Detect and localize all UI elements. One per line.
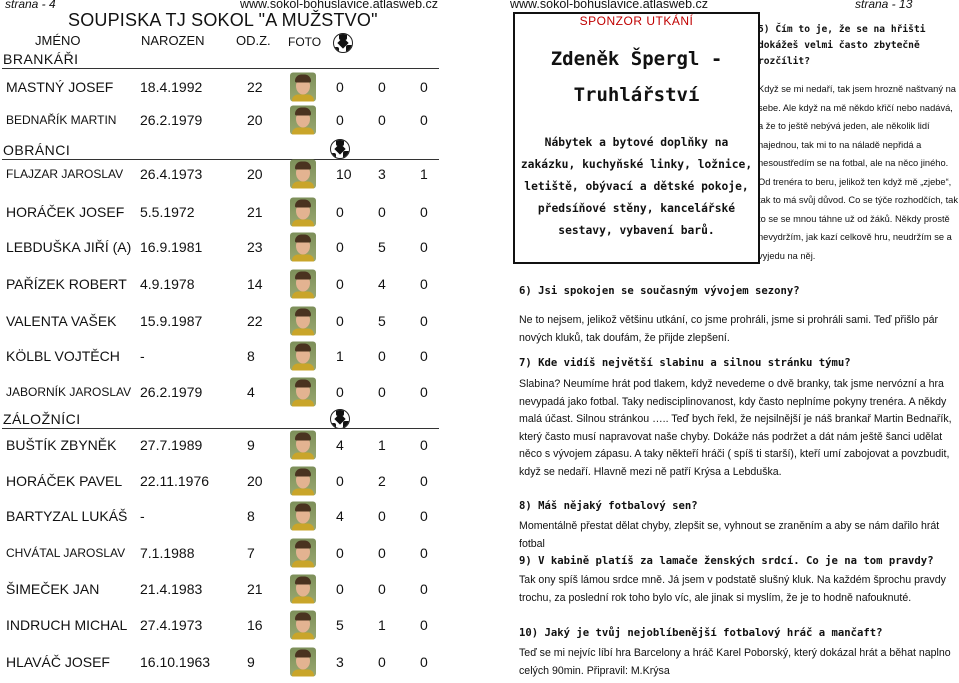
question-5: 5) Čím to je, že se na hřišti dokážeš velmi často zbytečně rozčílit? [758,24,926,67]
sponsor-desc-line: Nábytek a bytové doplňky na [544,136,729,149]
player-photo [290,378,316,407]
answer-5: Když se mi nedaří, tak jsem hrozně naštvaný na sebe. Ale když na mě někdo křičí nebo nadává, a že to ještě nebývá jeden, ale několik lidí najednou, tak mi to na náladě nepřidá a nesoustředím se na fotbal, ale na něco jiného. Od trenéra to beru, jelikož ten když mě „zjebe“, tak to má svůj důvod. Co se týče rozhodčích, tak to se se mnou táhne už od žáků. Někdy prostě nevydržím, jak kazí celkově hru, neudržím se a vyjedu na něj. [758,84,958,261]
player-stat-1: 0 [336,313,344,329]
player-stat-2: 0 [378,348,386,364]
table-row [0,464,443,498]
player-photo [290,431,316,460]
player-stat-2: 1 [378,437,386,453]
question-9: 9) V kabině platíš za lamače ženských srdcí. Co je na tom pravdy? [519,555,934,567]
player-stat-3: 0 [420,239,428,255]
player-stat-1: 0 [336,239,344,255]
football-icon [333,33,353,53]
player-stat-1: 0 [336,473,344,489]
player-since: 8 [247,348,255,364]
player-photo [290,342,316,371]
player-stat-2: 0 [378,581,386,597]
player-since: 22 [247,79,263,95]
answer-8: Momentálně přestat dělat chyby, zlepšit se, vyhnout se zraněním a aby se nám dařilo hrát fotbal [519,520,940,550]
player-stat-1: 0 [336,545,344,561]
player-photo [290,106,316,135]
player-stat-3: 0 [420,581,428,597]
player-stat-1: 0 [336,384,344,400]
table-row [0,572,443,606]
player-stat-1: 4 [336,437,344,453]
player-stat-2: 1 [378,617,386,633]
player-stat-1: 0 [336,79,344,95]
right-site-url[interactable]: www.sokol-bohuslavice.atlasweb.cz [510,0,709,11]
table-row [0,645,443,679]
col-since-header: OD.Z. [236,33,271,48]
question-7: 7) Kde vidíš největší slabinu a silnou stránku týmu? [519,357,851,369]
player-stat-3: 1 [420,166,428,182]
answer-7: Slabina? Neumíme hrát pod tlakem, když nevedeme o dvě branky, tak jsme nervózní a hra nevypadá jako fotbal. Taky nedisciplinovanost, kdy často neplníme pokyny trenéra. A někdy malá účast. Silnou stránkou ….. Teď bych řekl, že nejsilnější je náš brankař Martin Bednařík, který často musí napravovat naše chyby. Dokáže nás podržet a dát nám ještě šanci udělat něco s vývojem zápasu. A taky někteří hráči ( spíš ti starší), kteří umí zabojovat a povzbudit, když se nedaří. Hlavně mezi ně patří Krýsa a Lebduška. [519,378,952,478]
player-photo [290,270,316,299]
football-icon [330,409,350,429]
player-name: ŠIMEČEK JAN [6,581,100,597]
player-birthdate: 18.4.1992 [140,79,203,95]
player-stat-2: 4 [378,276,386,292]
table-row [0,536,443,570]
player-since: 9 [247,654,255,670]
table-row [0,339,443,373]
player-stat-1: 0 [336,204,344,220]
player-name: KÖLBL VOJTĚCH [6,348,120,364]
sponsor-description [515,132,758,242]
player-stat-1: 5 [336,617,344,633]
player-photo [290,611,316,640]
player-birthdate: 15.9.1987 [140,313,203,329]
player-stat-3: 0 [420,384,428,400]
player-stat-2: 0 [378,204,386,220]
player-stat-2: 0 [378,79,386,95]
player-photo [290,539,316,568]
player-since: 14 [247,276,263,292]
player-since: 20 [247,112,263,128]
table-row [0,70,443,104]
player-photo [290,73,316,102]
player-name: LEBDUŠKA JIŘÍ (A) [6,239,132,255]
player-birthdate: 22.11.1976 [140,473,210,489]
player-birthdate: 16.10.1963 [140,654,211,670]
player-stat-3: 0 [420,508,428,524]
player-stat-3: 0 [420,437,428,453]
football-icon [330,139,350,159]
player-stat-3: 0 [420,617,428,633]
player-since: 9 [247,437,255,453]
player-since: 20 [247,166,263,182]
table-row [0,230,443,264]
player-stat-3: 0 [420,204,428,220]
sponsor-name-line: Truhlářství [573,84,700,106]
player-birthdate: 27.4.1973 [140,617,203,633]
player-name: CHVÁTAL JAROSLAV [6,546,126,560]
player-birthdate: 26.2.1979 [140,112,203,128]
sponsor-box [513,12,760,264]
table-row [0,304,443,338]
player-since: 4 [247,384,255,400]
player-birthdate: 4.9.1978 [140,276,195,292]
player-stat-1: 10 [336,166,352,182]
player-since: 22 [247,313,263,329]
table-row [0,267,443,301]
player-birthdate: 5.5.1972 [140,204,195,220]
col-name-header: JMÉNO [35,33,81,48]
player-stat-2: 0 [378,545,386,561]
player-stat-1: 1 [336,348,344,364]
player-stat-3: 0 [420,112,428,128]
table-row [0,195,443,229]
player-name: HORÁČEK JOSEF [6,204,125,220]
player-stat-2: 2 [378,473,386,489]
player-name: BEDNAŘÍK MARTIN [6,113,117,127]
section-defenders: OBRÁNCI [3,142,71,158]
question-6: 6) Jsi spokojen se současným vývojem sezony? [519,285,800,297]
table-row [0,103,443,137]
player-stat-3: 0 [420,313,428,329]
roster-title: SOUPISKA TJ SOKOL "A MUŽSTVO" [68,10,378,30]
player-stat-1: 3 [336,654,344,670]
player-name: FLAJZAR JAROSLAV [6,167,124,181]
left-page [0,0,443,683]
player-name: BARTYZAL LUKÁŠ [6,508,128,524]
left-site-url[interactable]: www.sokol-bohuslavice.atlasweb.cz [240,0,439,11]
right-page-number: strana - 13 [855,0,913,11]
player-stat-1: 0 [336,581,344,597]
player-photo [290,233,316,262]
player-name: MASTNÝ JOSEF [6,79,114,95]
player-stat-3: 0 [420,473,428,489]
player-stat-3: 0 [420,348,428,364]
player-photo [290,160,316,189]
player-name: JABORNÍK JAROSLAV [6,385,132,399]
sponsor-name-line: Zdeněk Špergl - [550,48,723,70]
player-name: HORÁČEK PAVEL [6,473,123,489]
answer-10: Teď se mi nejvíc líbí hra Barcelony a hráč Karel Poborský, který dokázal hrát a běhat naplno celých 90min. Připravil: M.Krýsa [519,647,951,677]
player-stat-2: 5 [378,313,386,329]
sponsor-desc-line: letiště, obývací a dětské pokoje, [524,180,749,193]
col-photo-header: FOTO [288,35,322,49]
question-8: 8) Máš nějaký fotbalový sen? [519,500,698,512]
player-name: PAŘÍZEK ROBERT [6,276,127,292]
section-divider [2,68,439,69]
player-since: 23 [247,239,263,255]
player-name: BUŠTÍK ZBYNĚK [6,437,117,453]
player-photo [290,575,316,604]
section-midfielders: ZÁLOŽNÍCI [3,411,81,427]
player-photo [290,502,316,531]
player-photo [290,307,316,336]
sponsor-label: SPONZOR UTKÁNÍ [579,14,694,28]
player-photo [290,198,316,227]
player-birthdate: - [140,508,145,524]
col-born-header: NAROZEN [141,33,205,48]
sponsor-desc-line: předsíňové stěny, kancelářské [537,202,736,215]
player-birthdate: 16.9.1981 [140,239,203,255]
table-row [0,375,443,409]
player-stat-3: 0 [420,276,428,292]
player-birthdate: 26.2.1979 [140,384,203,400]
player-since: 7 [247,545,255,561]
player-stat-1: 0 [336,276,344,292]
player-stat-1: 4 [336,508,344,524]
player-birthdate: - [140,348,145,364]
player-birthdate: 7.1.1988 [140,545,195,561]
section-goalkeepers: BRANKÁŘI [3,51,79,67]
right-page [510,0,959,683]
sponsor-desc-line: sestavy, vybavení barů. [558,224,715,237]
question-10: 10) Jaký je tvůj nejoblíbenější fotbalový hráč a mančaft? [519,627,883,639]
sponsor-desc-line: zakázku, kuchyňské linky, ložnice, [520,158,753,171]
player-name: INDRUCH MICHAL [6,617,128,633]
player-since: 21 [247,204,263,220]
player-birthdate: 26.4.1973 [140,166,203,182]
player-since: 16 [247,617,263,633]
player-stat-2: 3 [378,166,386,182]
player-stat-2: 0 [378,112,386,128]
answer-9: Tak ony spíš lámou srdce mně. Já jsem v podstatě slušný kluk. Na každém šprochu pravdy trochu, za poslední rok toho bylo víc, ale jinak si myslím, že je to hodně nafouknuté. [519,574,946,604]
player-stat-2: 5 [378,239,386,255]
player-stat-2: 0 [378,654,386,670]
left-page-number: strana - 4 [5,0,56,11]
table-row [0,157,443,191]
table-row [0,499,443,533]
player-birthdate: 21.4.1983 [140,581,203,597]
player-stat-1: 0 [336,112,344,128]
player-birthdate: 27.7.1989 [140,437,203,453]
player-stat-3: 0 [420,654,428,670]
player-since: 8 [247,508,255,524]
sponsor-name [515,41,758,113]
answer-6: Ne to nejsem, jelikož většinu utkání, co jsme prohráli, jsme si prohráli sami. Teď přišlo pár nových kluků, tak doufám, že přijde zlepšení. [519,314,939,344]
player-name: HLAVÁČ JOSEF [6,654,110,670]
player-stat-2: 0 [378,508,386,524]
table-row [0,608,443,642]
player-since: 21 [247,581,263,597]
player-since: 20 [247,473,263,489]
player-stat-3: 0 [420,545,428,561]
player-stat-3: 0 [420,79,428,95]
player-photo [290,467,316,496]
player-name: VALENTA VAŠEK [6,313,117,329]
player-photo [290,648,316,677]
player-stat-2: 0 [378,384,386,400]
table-row [0,428,443,462]
